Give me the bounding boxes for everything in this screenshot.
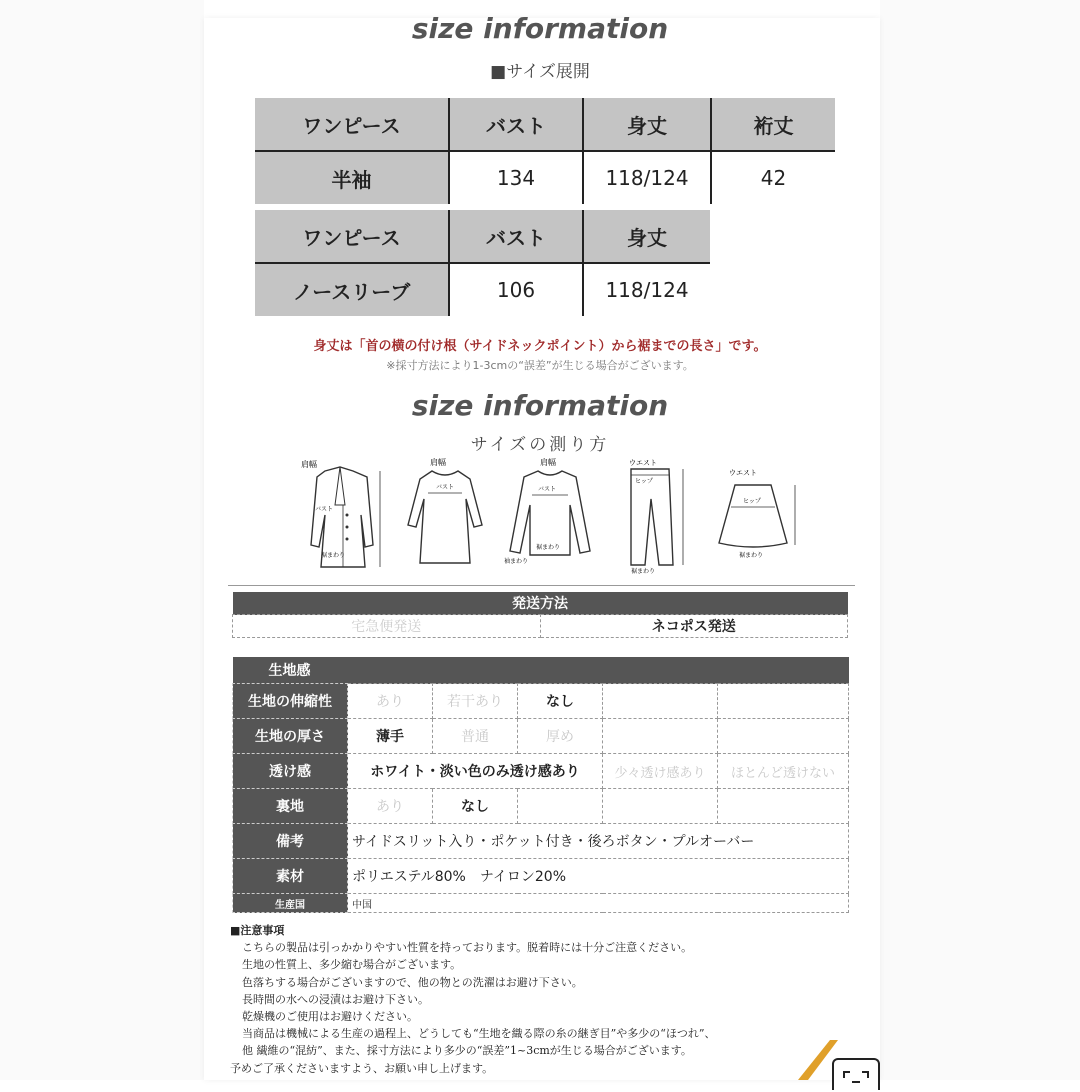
empty-cell xyxy=(518,789,603,824)
sheer-slight: 少々透け感あり xyxy=(603,754,718,789)
header-length: 身丈 xyxy=(583,210,710,263)
header-bust: バスト xyxy=(449,210,583,263)
shoulder-label: 肩幅 xyxy=(430,458,446,467)
size-information-title-2: size information xyxy=(411,389,669,422)
sheer-white-light: ホワイト・淡い色のみ透け感あり xyxy=(348,754,603,789)
country-value: 中国 xyxy=(348,894,849,913)
row-label-sheerness: 透け感 xyxy=(233,754,348,789)
fabric-header: 生地感 xyxy=(233,657,849,684)
thickness-thin: 薄手 xyxy=(348,719,433,754)
header-sleeve: 裄丈 xyxy=(711,98,835,151)
table-row xyxy=(233,789,849,824)
header-onepiece: ワンピース xyxy=(255,210,449,263)
header-length: 身丈 xyxy=(583,98,711,151)
table-row xyxy=(233,859,849,894)
section-divider xyxy=(228,585,855,586)
note-line: 予めご了承くださいますよう、お願い申し上げます。 xyxy=(230,1061,494,1075)
row-label-country: 生産国 xyxy=(233,894,348,913)
row-label-thickness: 生地の厚さ xyxy=(233,719,348,754)
waist-label: ウエスト xyxy=(729,469,757,477)
row-label-stretch: 生地の伸縮性 xyxy=(233,684,348,719)
waist-label: ウエスト xyxy=(629,459,657,467)
size-information-title: size information xyxy=(411,12,669,45)
coat-diagram xyxy=(295,455,395,575)
note-line: 長時間の水への浸漬はお避け下さい。 xyxy=(242,992,429,1006)
size-range-subtitle: ■サイズ展開 xyxy=(490,62,590,82)
note-line: 他 繊維の“混紡”、また、採寸方法により多少の“誤差”1~3cmが生じる場合がございます。 xyxy=(242,1044,692,1058)
note-line: 生地の性質上、多少縮む場合がございます。 xyxy=(242,958,462,972)
wrist-label: 袖まわり xyxy=(504,558,529,565)
size-table-short-sleeve xyxy=(255,98,835,204)
shipping-option-nekopos: ネコポス発送 xyxy=(540,615,848,638)
shipping-option-takkyubin: 宅急便発送 xyxy=(233,615,541,638)
empty-cell xyxy=(718,719,849,754)
measurement-error-note: ※採寸方法により1-3cmの“誤差”が生じる場合がございます。 xyxy=(386,359,694,372)
row-label: 半袖 xyxy=(255,151,449,204)
fabric-properties-table xyxy=(232,657,849,913)
hem-label: 裾まわり xyxy=(631,568,656,575)
shipping-header: 発送方法 xyxy=(233,592,848,615)
stretch-none: なし xyxy=(518,684,603,719)
stretch-slight: 若干あり xyxy=(433,684,518,719)
shipping-method-table xyxy=(232,592,848,638)
note-line: こちらの製品は引っかかりやすい性質を持っております。脱着時には十分ご注意ください。 xyxy=(242,941,693,955)
notes-heading: ■注意事項 xyxy=(230,924,285,937)
empty-cell xyxy=(603,789,718,824)
value-length: 118/124 xyxy=(583,263,710,316)
stretch-yes: あり xyxy=(348,684,433,719)
pants-diagram xyxy=(605,455,695,575)
empty-cell xyxy=(603,684,718,719)
header-onepiece: ワンピース xyxy=(255,98,449,151)
bust-label: バスト xyxy=(538,486,557,493)
bust-label: バスト xyxy=(436,484,455,491)
length-definition-note: 身丈は「首の横の付け根（サイドネックポイント）から裾までの長さ」です。 xyxy=(313,339,767,354)
row-label-remarks: 備考 xyxy=(233,824,348,859)
thickness-normal: 普通 xyxy=(433,719,518,754)
table-row xyxy=(233,684,849,719)
row-label: ノースリーブ xyxy=(255,263,449,316)
sheer-almost-none: ほとんど透けない xyxy=(718,754,849,789)
empty-cell xyxy=(718,684,849,719)
header-bust: バスト xyxy=(449,98,583,151)
thickness-thick: 厚め xyxy=(518,719,603,754)
row-label-material: 素材 xyxy=(233,859,348,894)
shopping-bag-icon[interactable] xyxy=(832,1058,880,1090)
hip-label: ヒップ xyxy=(743,498,761,505)
row-label-lining: 裏地 xyxy=(233,789,348,824)
shirt-diagram xyxy=(500,455,600,575)
note-line: 乾燥機のご使用はお避けください。 xyxy=(242,1010,418,1024)
value-length: 118/124 xyxy=(583,151,711,204)
value-bust: 134 xyxy=(449,151,583,204)
note-line: 色落ちする場合がございますので、他の物との洗濯はお避け下さい。 xyxy=(242,975,583,989)
table-row xyxy=(233,754,849,789)
hem-label: 裾まわり xyxy=(739,552,764,559)
skirt-diagram xyxy=(705,455,805,575)
material-value: ポリエステル80% ナイロン20% xyxy=(348,859,849,894)
hem-label: 裾まわり xyxy=(536,544,561,551)
shoulder-label: 肩幅 xyxy=(301,460,317,469)
remarks-value: サイドスリット入り・ポケット付き・後ろボタン・プルオーバー xyxy=(348,824,849,859)
empty-cell xyxy=(603,719,718,754)
table-row xyxy=(233,824,849,859)
left-margin xyxy=(0,0,204,1080)
lining-yes: あり xyxy=(348,789,433,824)
right-margin xyxy=(880,0,1080,1080)
shoulder-label: 肩幅 xyxy=(540,458,556,467)
table-row xyxy=(233,719,849,754)
value-bust: 106 xyxy=(449,263,583,316)
hip-label: ヒップ xyxy=(635,478,653,485)
bag-handle-icon xyxy=(834,1060,878,1088)
size-table-sleeveless xyxy=(255,210,710,316)
value-sleeve: 42 xyxy=(711,151,835,204)
caution-notes xyxy=(230,922,870,1077)
note-line: 当商品は機械による生産の過程上、どうしても“生地を織る際の糸の継ぎ目”や多少の“ほつれ”、 xyxy=(242,1027,716,1041)
table-row xyxy=(233,894,849,913)
empty-cell xyxy=(718,789,849,824)
lining-no: なし xyxy=(433,789,518,824)
how-to-measure-subtitle: サイズの測り方 xyxy=(470,435,610,455)
hem-label: 裾まわり xyxy=(321,552,346,559)
bust-label: バスト xyxy=(315,506,334,513)
dress-diagram xyxy=(400,455,490,575)
measurement-diagrams xyxy=(295,455,805,575)
